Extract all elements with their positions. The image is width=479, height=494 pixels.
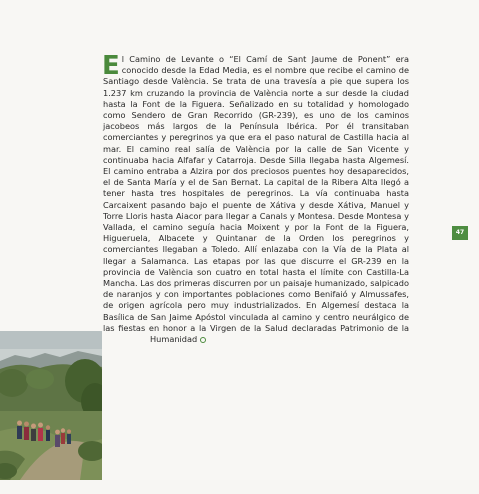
article-text: l Camino de Levante o “El Camí de Sant Jaume de Ponent” era conocido desde la Edad Media, es el nombre que recibe el camino de Santiago desde València. Se trata de una travesía a pie que supera los 1.237 km cruzando la provincia de València norte a sur desde la ciudad hasta la Font de la Figuera. Señalizado en su totalidad y homologado como Sendero de Gran Recorrido (GR-239), es uno de los caminos jacobeos más largos de la Península Ibérica. Por él transitaban comerciantes y peregrinos ya que era el paso natural de Castilla hacia al mar. El camino real salía de València por la calle de San Vicente y continuaba hacia Alfafar y Catarroja. Desde Silla llegaba hasta Algemesí. El camino entraba a Alzira por dos preciosos puentes hoy desaparecidos, el de Santa María y el de San Bernat. La capital de la Ribera Alta llegó a tener hasta tres hospitales de peregrinos. La vía continuaba hasta Carcaixent pasando bajo el puente de Xátiva y desde Xátiva, Manuel y Torre Lloris hasta Aiacor para llegar a Canals y Montesa. Desde Montesa y Vallada, el camino seguía hacia Moixent y por la Font de la Figuera, Higueruela, Albacete y Quintanar de la Orden los peregrinos y comerciantes llegaban a Toledo. Allí enlazaba con la Vía de la Plata al llegar a Salamanca. Las etapas por las que discurre el GR-239 en la provincia de València son cuatro en total hasta el límite con Castilla-La Mancha. Las dos primeras discurren por un paisaje humanizado, salpicado de naranjos y con importantes poblaciones como Benifaió y Almussafes, de origen agrícola pero muy industrializados. En Algemesí destaca la Basílica de San Jaime Apóstol vinculada al camino y centro neurálgico de las fiestas en honor a la Virgen de la Salud declaradas Patrimonio de la Humanidad <box>103 54 409 345</box>
end-of-article-icon <box>200 337 206 343</box>
drop-cap: E <box>102 51 120 81</box>
hikers-photo <box>0 331 102 480</box>
page-number-badge: 47 <box>452 226 468 240</box>
article-body <box>102 51 409 494</box>
